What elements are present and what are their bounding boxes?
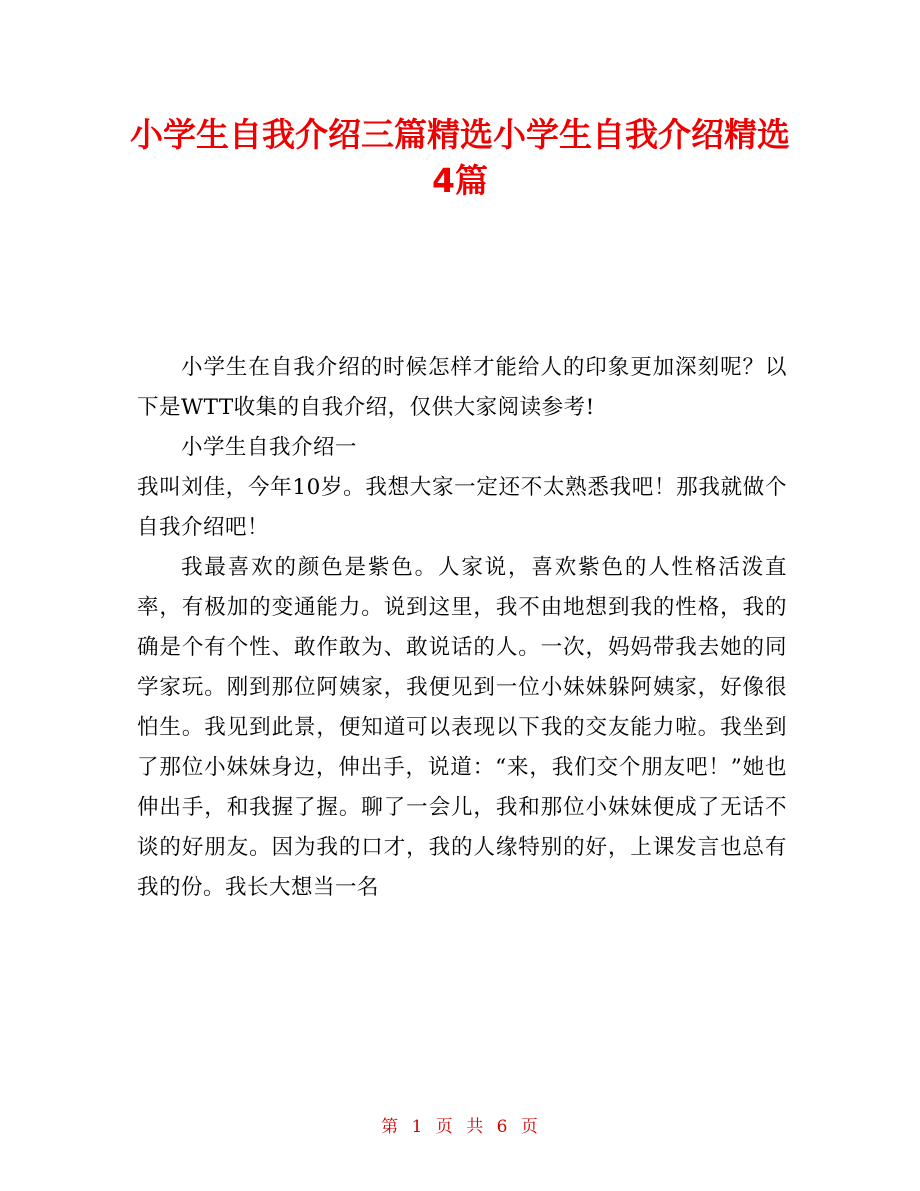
page-number-footer: 第 1 页 共 6 页	[381, 1117, 539, 1137]
body-paragraph: 我叫刘佳，今年10岁。我想大家一定还不太熟悉我吧！那我就做个自我介绍吧！	[137, 475, 787, 540]
section-heading: 小学生自我介绍一	[181, 435, 358, 460]
intro-paragraph: 小学生在自我介绍的时候怎样才能给人的印象更加深刻呢？以下是WTT收集的自我介绍，仅供大家阅读参考!	[137, 355, 787, 420]
body-paragraph: 我最喜欢的颜色是紫色。人家说，喜欢紫色的人性格活泼直率，有极加的变通能力。说到这里，我不由地想到我的性格，我的确是个有个性、敢作敢为、敢说话的人。一次，妈妈带我去她的同学家玩。刚到那位阿姨家，我便见到一位小妹妹躲阿姨家，好像很怕生。我见到此景，便知道可以表现以下我的交友能力啦。我坐到了那位小妹妹身边，伸出手，说道：“来，我们交个朋友吧！”她也伸出手，和我握了握。聊了一会儿，我和那位小妹妹便成了无话不谈的好朋友。因为我的口才，我的人缘特别的好，上课发言也总有我的份。我长大想当一名	[137, 555, 787, 900]
document-body	[137, 348, 787, 908]
document-title: 小学生自我介绍三篇精选小学生自我介绍精选4篇	[130, 115, 790, 200]
